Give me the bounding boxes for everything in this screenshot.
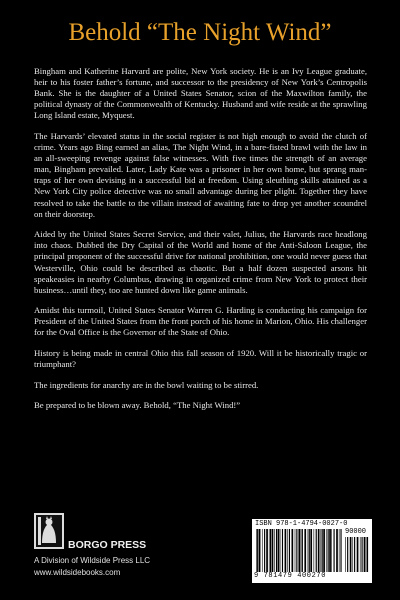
wildside-logo (34, 513, 64, 549)
publisher-url: www.wildsidebooks.com (34, 568, 121, 577)
publisher-block (34, 513, 234, 583)
blurb-paragraph: Aided by the United States Secret Service, and their valet, Julius, the Harvards race headlong into chaos. Dubbed the Dry Capital of the World and home of the Anti-Saloon League, the principal proponent of the successful drive for national prohibition, one would never guess that Westerville, Ohio could be described as chaotic. But a half dozen suspected arsons hit speakeasies in nearby Columbus, drawing in organized crime from New York to protect their business…until they, too are hunted down like game animals. (34, 229, 367, 295)
isbn-label: ISBN 978-1-4794-0027-0 (255, 520, 348, 528)
barcode-bars (256, 529, 342, 572)
ean-label: 9 781479 400270 (254, 572, 327, 580)
barcode (252, 519, 372, 583)
blurb-text (34, 66, 367, 421)
blurb-paragraph: Bingham and Katherine Harvard are polite, New York society. He is an Ivy League graduate, heir to his foster father’s fortune, and successor to the presidency of New York’s Centropolis Bank. She is the daughter of a United States Senator, scion of the Maxwilton family, the political dynasty of the Commonwealth of Kentucky. Husband and wife reside at the sprawling Long Island estate, Myquest. (34, 66, 367, 121)
price-addon-bars (345, 537, 369, 572)
blurb-paragraph: History is being made in central Ohio this fall season of 1920. Will it be historically tragic or triumphant? (34, 348, 367, 370)
blurb-paragraph: The ingredients for anarchy are in the bowl waiting to be stirred. (34, 379, 259, 390)
publisher-division: A Division of Wildside Press LLC (34, 556, 151, 565)
blurb-paragraph: Be prepared to be blown away. Behold, “The Night Wind!” (34, 400, 241, 411)
cover-title: Behold “The Night Wind” (68, 19, 332, 46)
blurb-paragraph: Amidst this turmoil, United States Senator Warren G. Harding is conducting his campaign for President of the United States from the front porch of his home in Marion, Ohio. His challenger for the Oval Office is the Governor of the State of Ohio. (34, 305, 367, 338)
publisher-name: BORGO PRESS (68, 539, 147, 551)
price-addon-label: 90000 (345, 528, 367, 536)
blurb-paragraph: The Harvards’ elevated status in the social register is not high enough to avoid the clutch of crime. Years ago Bing earned an alias, The Night Wind, in a bare-fisted brawl with the law in an all-sweeping revenge against false witnesses. With five times the strength of an average man, Bingham prevailed. Later, Lady Kate was a prisoner in her own home, but sprang man-traps of her own devising in a successful bid at freedom. Using sleuthing skills attained as a New York City police detective was no small advantage during her plight. Together they have resolved to take the battle to the villain instead of awaiting fate to drop yet another scoundrel on their doorstep. (34, 130, 367, 219)
